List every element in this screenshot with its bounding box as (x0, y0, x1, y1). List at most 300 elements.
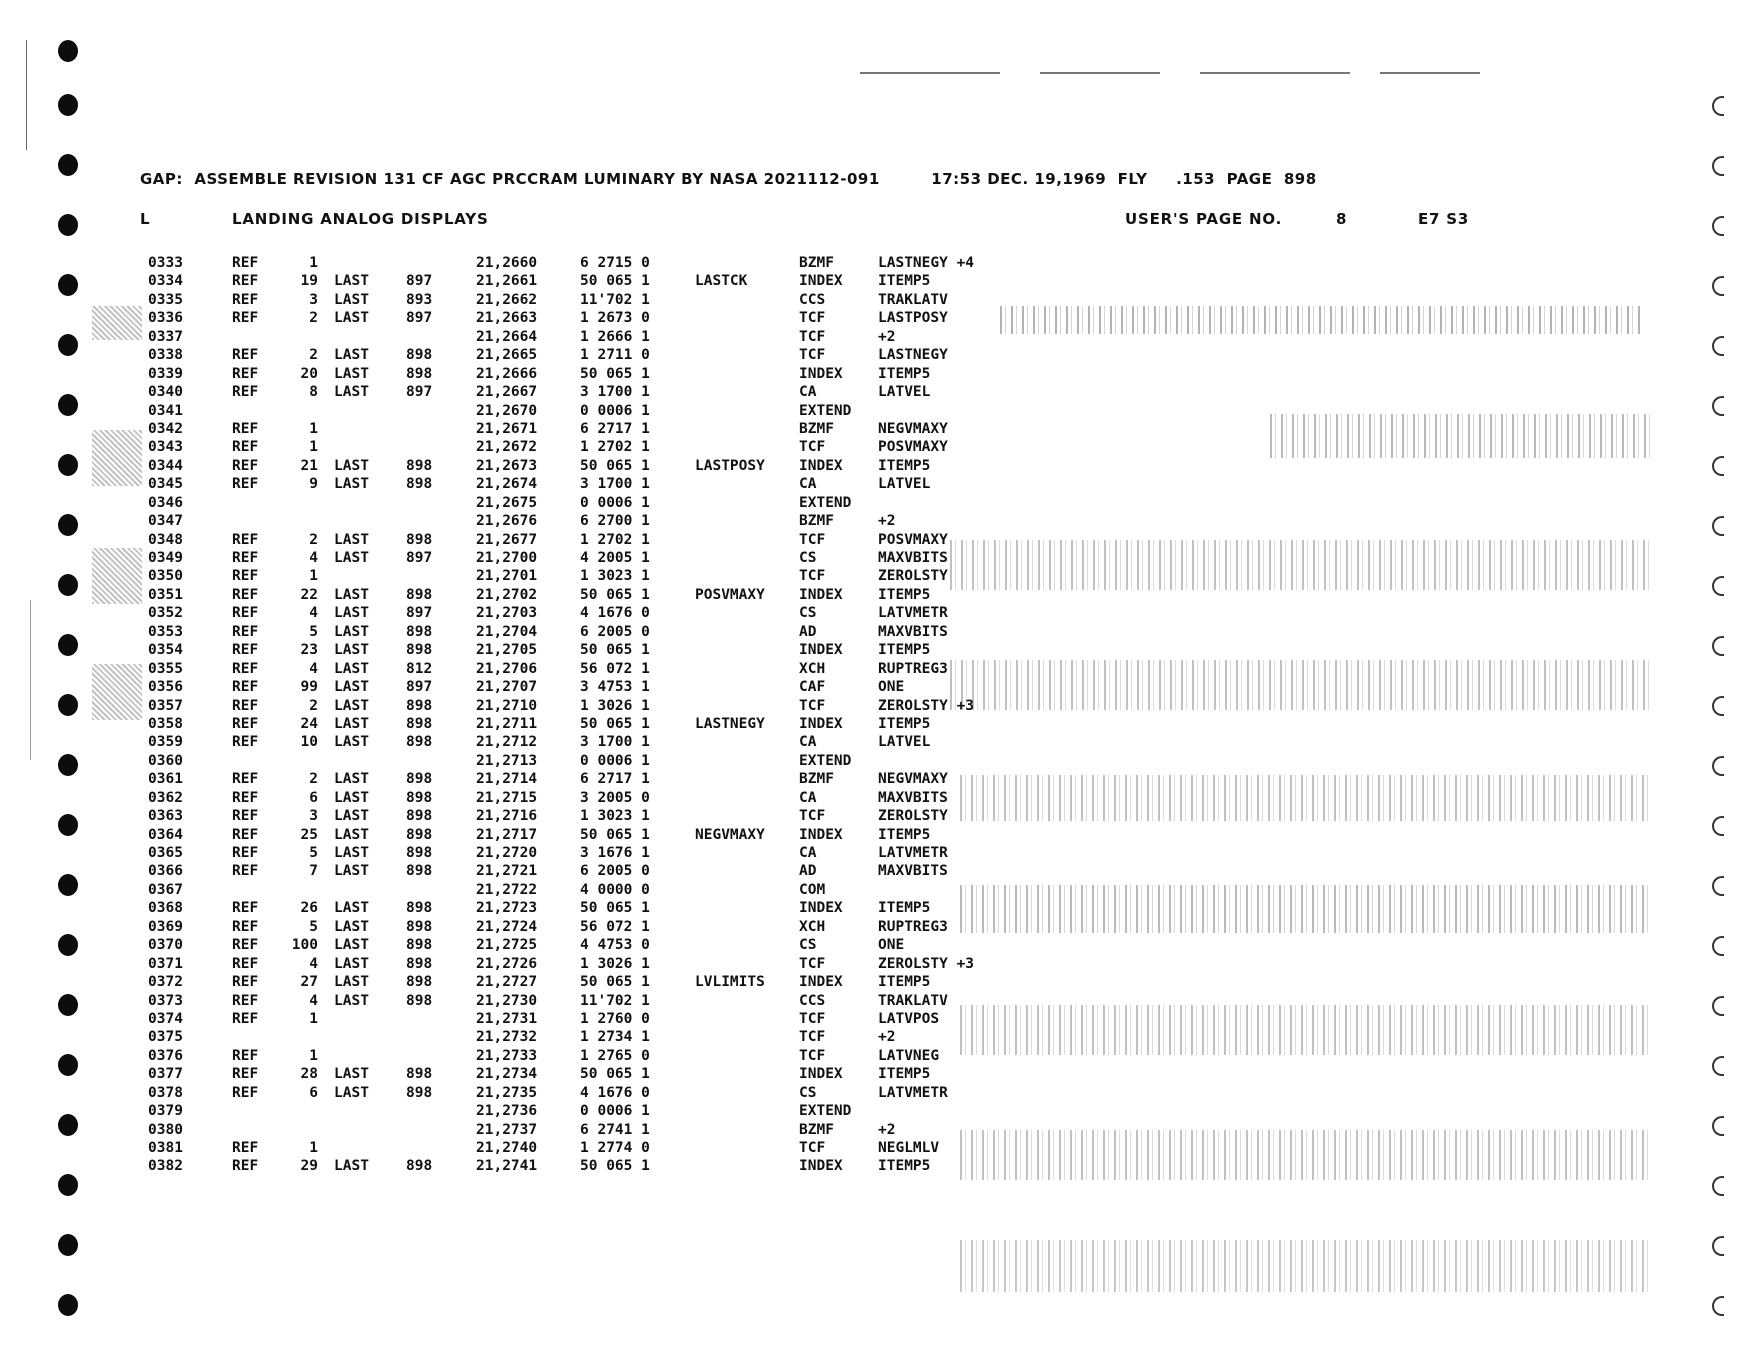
opcode: TCF (799, 808, 826, 825)
operand: ITEMP5 (878, 900, 931, 917)
last-page: 898 (406, 1066, 433, 1083)
listing-row (148, 420, 1048, 438)
listing-row (148, 272, 1048, 290)
listing-row (148, 346, 1048, 364)
feed-hole (58, 394, 78, 416)
line-number: 0356 (148, 679, 183, 696)
line-number: 0378 (148, 1084, 183, 1101)
address: 21,2732 (476, 1029, 538, 1046)
feed-hole (1712, 516, 1724, 536)
operand: MAXVBITS (878, 789, 948, 806)
ref-keyword: REF (232, 826, 259, 843)
operand: ITEMP5 (878, 586, 931, 603)
last-keyword: LAST (334, 476, 369, 493)
feed-hole (1712, 756, 1724, 776)
ref-keyword: REF (232, 347, 259, 364)
opcode: TCF (799, 1140, 826, 1156)
octal-code: 6 2005 0 (580, 623, 650, 640)
ref-keyword: REF (232, 420, 259, 437)
line-number: 0374 (148, 1010, 183, 1027)
opcode: INDEX (799, 273, 843, 290)
ref-keyword: REF (232, 789, 259, 806)
line-number: 0333 (148, 255, 183, 271)
operand: TRAKLATV (878, 291, 948, 308)
opcode: TCF (799, 347, 826, 364)
last-keyword: LAST (334, 347, 369, 364)
line-number: 0338 (148, 347, 183, 364)
operand: ITEMP5 (878, 1158, 931, 1175)
ref-keyword: REF (232, 365, 259, 382)
ref-keyword: REF (232, 992, 259, 1009)
feed-hole (1712, 576, 1724, 596)
line-number: 0360 (148, 752, 183, 769)
user-page-label: USER'S PAGE NO. (1125, 210, 1283, 228)
flag: FLY (1117, 170, 1148, 188)
opcode: CA (799, 384, 817, 401)
octal-code: 50 065 1 (580, 457, 650, 474)
listing-header (140, 170, 1317, 188)
octal-code: 1 3023 1 (580, 568, 650, 585)
listing-row (148, 365, 1048, 383)
address: 21,2660 (476, 255, 538, 271)
opcode: INDEX (799, 1158, 843, 1175)
octal-code: 0 0006 1 (580, 494, 650, 511)
listing-row (148, 402, 1048, 420)
last-page: 898 (406, 808, 433, 825)
operand: ONE (878, 937, 905, 954)
operand: LATVEL (878, 384, 931, 401)
ref-count: 100 (291, 937, 318, 954)
line-number: 0375 (148, 1029, 183, 1046)
feed-hole (58, 40, 78, 62)
octal-code: 3 2005 0 (580, 789, 650, 806)
opcode: INDEX (799, 1066, 843, 1083)
last-keyword: LAST (334, 384, 369, 401)
ref-keyword: REF (232, 1084, 259, 1101)
feed-hole (58, 694, 78, 716)
ref-keyword: REF (232, 605, 259, 622)
address: 21,2663 (476, 310, 538, 327)
octal-code: 4 4753 0 (580, 937, 650, 954)
operand: LATVNEG (878, 1047, 940, 1064)
line-number: 0367 (148, 881, 183, 898)
address: 21,2740 (476, 1140, 538, 1156)
listing-row (148, 807, 1048, 825)
last-keyword: LAST (334, 771, 369, 788)
feed-hole (58, 274, 78, 296)
listing-row (148, 623, 1048, 641)
last-keyword: LAST (334, 365, 369, 382)
last-keyword: LAST (334, 918, 369, 935)
line-number: 0343 (148, 439, 183, 456)
address: 21,2671 (476, 420, 538, 437)
operand: RUPTREG3 (878, 660, 948, 677)
listing-row (148, 254, 1048, 272)
ref-keyword: REF (232, 845, 259, 861)
operand: POSVMAXY (878, 531, 948, 548)
octal-code: 4 2005 1 (580, 550, 650, 566)
ref-keyword: REF (232, 1140, 259, 1156)
extra-code: E7 S3 (1418, 210, 1470, 228)
line-number: 0355 (148, 660, 183, 677)
address: 21,2724 (476, 918, 538, 935)
last-page: 898 (406, 347, 433, 364)
ref-count: 1 (309, 439, 318, 456)
timestamp: 17:53 DEC. 19,1969 (931, 170, 1107, 188)
feed-hole (58, 1294, 78, 1316)
feed-hole (1712, 1236, 1724, 1256)
last-keyword: LAST (334, 1066, 369, 1083)
ref-keyword: REF (232, 918, 259, 935)
ref-keyword: REF (232, 1010, 259, 1027)
octal-code: 4 1676 0 (580, 605, 650, 622)
operand: MAXVBITS (878, 623, 948, 640)
ref-keyword: REF (232, 623, 259, 640)
scan-noise (960, 1240, 1650, 1292)
address: 21,2717 (476, 826, 538, 843)
last-keyword: LAST (334, 550, 369, 566)
address: 21,2702 (476, 586, 538, 603)
line-number: 0357 (148, 697, 183, 714)
ref-keyword: REF (232, 808, 259, 825)
assembly-title: ASSEMBLE REVISION 131 CF AGC PRCCRAM LUMINARY BY NASA 2021112-091 (194, 170, 880, 188)
operand: NEGVMAXY (878, 771, 948, 788)
ref-keyword: REF (232, 642, 259, 659)
feed-hole (1712, 996, 1724, 1016)
operand: ITEMP5 (878, 974, 931, 991)
feed-hole (1712, 276, 1724, 296)
address: 21,2722 (476, 881, 538, 898)
scan-noise (960, 1005, 1650, 1055)
ref-count: 99 (300, 679, 318, 696)
symbol-label: POSVMAXY (695, 586, 765, 603)
last-page: 898 (406, 457, 433, 474)
ref-count: 4 (309, 605, 318, 622)
feed-hole (58, 94, 78, 116)
opcode: AD (799, 863, 817, 880)
octal-code: 1 2702 1 (580, 439, 650, 456)
last-page: 898 (406, 845, 433, 861)
operand: LASTNEGY (878, 347, 948, 364)
scan-noise (1000, 306, 1640, 334)
octal-code: 50 065 1 (580, 365, 650, 382)
opcode: CAF (799, 679, 826, 696)
opcode: EXTEND (799, 402, 852, 419)
page-label: PAGE (1226, 170, 1273, 188)
last-page: 897 (406, 310, 433, 327)
last-page: 898 (406, 863, 433, 880)
line-number: 0352 (148, 605, 183, 622)
line-number: 0334 (148, 273, 183, 290)
last-keyword: LAST (334, 291, 369, 308)
last-keyword: LAST (334, 586, 369, 603)
ref-count: 21 (300, 457, 318, 474)
feed-hole (1712, 1296, 1724, 1316)
line-number: 0346 (148, 494, 183, 511)
listing-row (148, 936, 1048, 954)
run-code: .153 (1176, 170, 1216, 188)
address: 21,2704 (476, 623, 538, 640)
listing-row (148, 383, 1048, 401)
margin-rule (26, 40, 27, 150)
listing-row (148, 973, 1048, 991)
octal-code: 4 0000 0 (580, 881, 650, 898)
ref-count: 5 (309, 845, 318, 861)
opcode: CA (799, 845, 817, 861)
listing-row (148, 567, 1048, 585)
ref-keyword: REF (232, 955, 259, 972)
ref-keyword: REF (232, 1047, 259, 1064)
operand: ITEMP5 (878, 457, 931, 474)
line-number: 0342 (148, 420, 183, 437)
operand: +2 (878, 513, 896, 530)
opcode: CS (799, 937, 817, 954)
listing-row (148, 1010, 1048, 1028)
feed-hole (58, 154, 78, 176)
listing-row (148, 881, 1048, 899)
feed-hole (1712, 396, 1724, 416)
last-page: 898 (406, 992, 433, 1009)
last-page: 898 (406, 789, 433, 806)
ref-count: 4 (309, 955, 318, 972)
last-page: 812 (406, 660, 433, 677)
section-title: LANDING ANALOG DISPLAYS (232, 210, 489, 228)
feed-hole (58, 214, 78, 236)
address: 21,2672 (476, 439, 538, 456)
opcode: INDEX (799, 900, 843, 917)
last-page: 897 (406, 273, 433, 290)
opcode: TCF (799, 1047, 826, 1064)
opcode: EXTEND (799, 1103, 852, 1120)
scan-noise (92, 664, 142, 720)
last-page: 898 (406, 955, 433, 972)
operand: TRAKLATV (878, 992, 948, 1009)
line-number: 0373 (148, 992, 183, 1009)
address: 21,2716 (476, 808, 538, 825)
octal-code: 56 072 1 (580, 918, 650, 935)
ref-count: 26 (300, 900, 318, 917)
octal-code: 50 065 1 (580, 1158, 650, 1175)
symbol-label: LVLIMITS (695, 974, 765, 991)
listing-row (148, 1121, 1048, 1139)
octal-code: 1 3026 1 (580, 955, 650, 972)
last-page: 898 (406, 623, 433, 640)
octal-code: 3 1700 1 (580, 476, 650, 493)
ref-keyword: REF (232, 900, 259, 917)
octal-code: 6 2741 1 (580, 1121, 650, 1138)
opcode: CS (799, 1084, 817, 1101)
line-number: 0365 (148, 845, 183, 861)
octal-code: 0 0006 1 (580, 752, 650, 769)
line-number: 0350 (148, 568, 183, 585)
opcode: TCF (799, 568, 826, 585)
operand: +2 (878, 1029, 896, 1046)
line-number: 0361 (148, 771, 183, 788)
octal-code: 11'702 1 (580, 992, 650, 1009)
ref-keyword: REF (232, 734, 259, 751)
scan-noise (960, 885, 1650, 933)
last-keyword: LAST (334, 1158, 369, 1175)
listing-row (148, 291, 1048, 309)
opcode: BZMF (799, 255, 834, 271)
ref-count: 4 (309, 550, 318, 566)
line-number: 0335 (148, 291, 183, 308)
scan-noise (950, 540, 1650, 590)
listing-row (148, 549, 1048, 567)
last-page: 898 (406, 1158, 433, 1175)
address: 21,2720 (476, 845, 538, 861)
last-keyword: LAST (334, 679, 369, 696)
ref-count: 5 (309, 623, 318, 640)
last-page: 898 (406, 1084, 433, 1101)
line-number: 0337 (148, 328, 183, 345)
operand: RUPTREG3 (878, 918, 948, 935)
last-page: 897 (406, 384, 433, 401)
line-number: 0340 (148, 384, 183, 401)
user-page-number: 8 (1336, 210, 1348, 228)
line-number: 0377 (148, 1066, 183, 1083)
line-number: 0353 (148, 623, 183, 640)
line-number: 0369 (148, 918, 183, 935)
ref-count: 4 (309, 992, 318, 1009)
octal-code: 50 065 1 (580, 642, 650, 659)
address: 21,2737 (476, 1121, 538, 1138)
feed-hole (1712, 456, 1724, 476)
line-number: 0348 (148, 531, 183, 548)
operand: ZEROLSTY +3 (878, 697, 975, 714)
last-keyword: LAST (334, 937, 369, 954)
operand: ONE (878, 679, 905, 696)
opcode: CCS (799, 992, 826, 1009)
operand: ITEMP5 (878, 715, 931, 732)
feed-hole (1712, 336, 1724, 356)
octal-code: 1 3026 1 (580, 697, 650, 714)
octal-code: 6 2717 1 (580, 420, 650, 437)
opcode: TCF (799, 439, 826, 456)
last-page: 898 (406, 697, 433, 714)
listing-row (148, 862, 1048, 880)
line-number: 0368 (148, 900, 183, 917)
address: 21,2700 (476, 550, 538, 566)
line-number: 0364 (148, 826, 183, 843)
last-keyword: LAST (334, 955, 369, 972)
ref-count: 1 (309, 420, 318, 437)
line-number: 0354 (148, 642, 183, 659)
ref-keyword: REF (232, 273, 259, 290)
ref-keyword: REF (232, 937, 259, 954)
opcode: INDEX (799, 974, 843, 991)
feed-hole (58, 994, 78, 1016)
last-keyword: LAST (334, 273, 369, 290)
line-number: 0345 (148, 476, 183, 493)
ref-count: 20 (300, 365, 318, 382)
feed-hole (1712, 636, 1724, 656)
operand: ITEMP5 (878, 826, 931, 843)
feed-hole (1712, 936, 1724, 956)
scan-noise (92, 548, 142, 604)
print-smudge (1380, 72, 1480, 74)
last-page: 898 (406, 642, 433, 659)
line-number: 0372 (148, 974, 183, 991)
ref-count: 25 (300, 826, 318, 843)
ref-keyword: REF (232, 457, 259, 474)
line-number: 0341 (148, 402, 183, 419)
ref-keyword: REF (232, 771, 259, 788)
listing-row (148, 494, 1048, 512)
ref-keyword: REF (232, 715, 259, 732)
opcode: INDEX (799, 715, 843, 732)
octal-code: 1 2711 0 (580, 347, 650, 364)
last-keyword: LAST (334, 623, 369, 640)
print-smudge (1200, 72, 1350, 74)
opcode: CS (799, 550, 817, 566)
octal-code: 50 065 1 (580, 826, 650, 843)
tractor-feed-holes-right (1712, 90, 1732, 1330)
feed-hole (1712, 1116, 1724, 1136)
ref-keyword: REF (232, 384, 259, 401)
operand: ITEMP5 (878, 273, 931, 290)
last-keyword: LAST (334, 660, 369, 677)
opcode: XCH (799, 660, 826, 677)
address: 21,2662 (476, 291, 538, 308)
address: 21,2705 (476, 642, 538, 659)
listing-row (148, 641, 1048, 659)
listing-row (148, 586, 1048, 604)
opcode: TCF (799, 310, 826, 327)
octal-code: 50 065 1 (580, 586, 650, 603)
ref-count: 8 (309, 384, 318, 401)
address: 21,2735 (476, 1084, 538, 1101)
address: 21,2741 (476, 1158, 538, 1175)
line-number: 0363 (148, 808, 183, 825)
last-keyword: LAST (334, 715, 369, 732)
octal-code: 11'702 1 (580, 291, 650, 308)
opcode: CA (799, 476, 817, 493)
listing-row (148, 789, 1048, 807)
address: 21,2674 (476, 476, 538, 493)
feed-hole (1712, 1056, 1724, 1076)
feed-hole (58, 334, 78, 356)
last-keyword: LAST (334, 826, 369, 843)
octal-code: 50 065 1 (580, 715, 650, 732)
ref-count: 10 (300, 734, 318, 751)
listing-row (148, 438, 1048, 456)
opcode: BZMF (799, 420, 834, 437)
octal-code: 6 2715 0 (580, 255, 650, 271)
listing-row (148, 1065, 1048, 1083)
line-number: 0339 (148, 365, 183, 382)
ref-keyword: REF (232, 974, 259, 991)
last-page: 898 (406, 365, 433, 382)
octal-code: 1 2734 1 (580, 1029, 650, 1046)
last-keyword: LAST (334, 457, 369, 474)
feed-hole (58, 814, 78, 836)
ref-count: 22 (300, 586, 318, 603)
ref-keyword: REF (232, 291, 259, 308)
last-page: 897 (406, 550, 433, 566)
ref-count: 1 (309, 1140, 318, 1156)
listing-row (148, 955, 1048, 973)
operand: +2 (878, 1121, 896, 1138)
listing-row (148, 1102, 1048, 1120)
listing-row (148, 992, 1048, 1010)
ref-keyword: REF (232, 255, 259, 271)
line-number: 0366 (148, 863, 183, 880)
operand: ZEROLSTY (878, 808, 948, 825)
ref-keyword: REF (232, 1066, 259, 1083)
listing-row (148, 328, 1048, 346)
ref-keyword: REF (232, 531, 259, 548)
